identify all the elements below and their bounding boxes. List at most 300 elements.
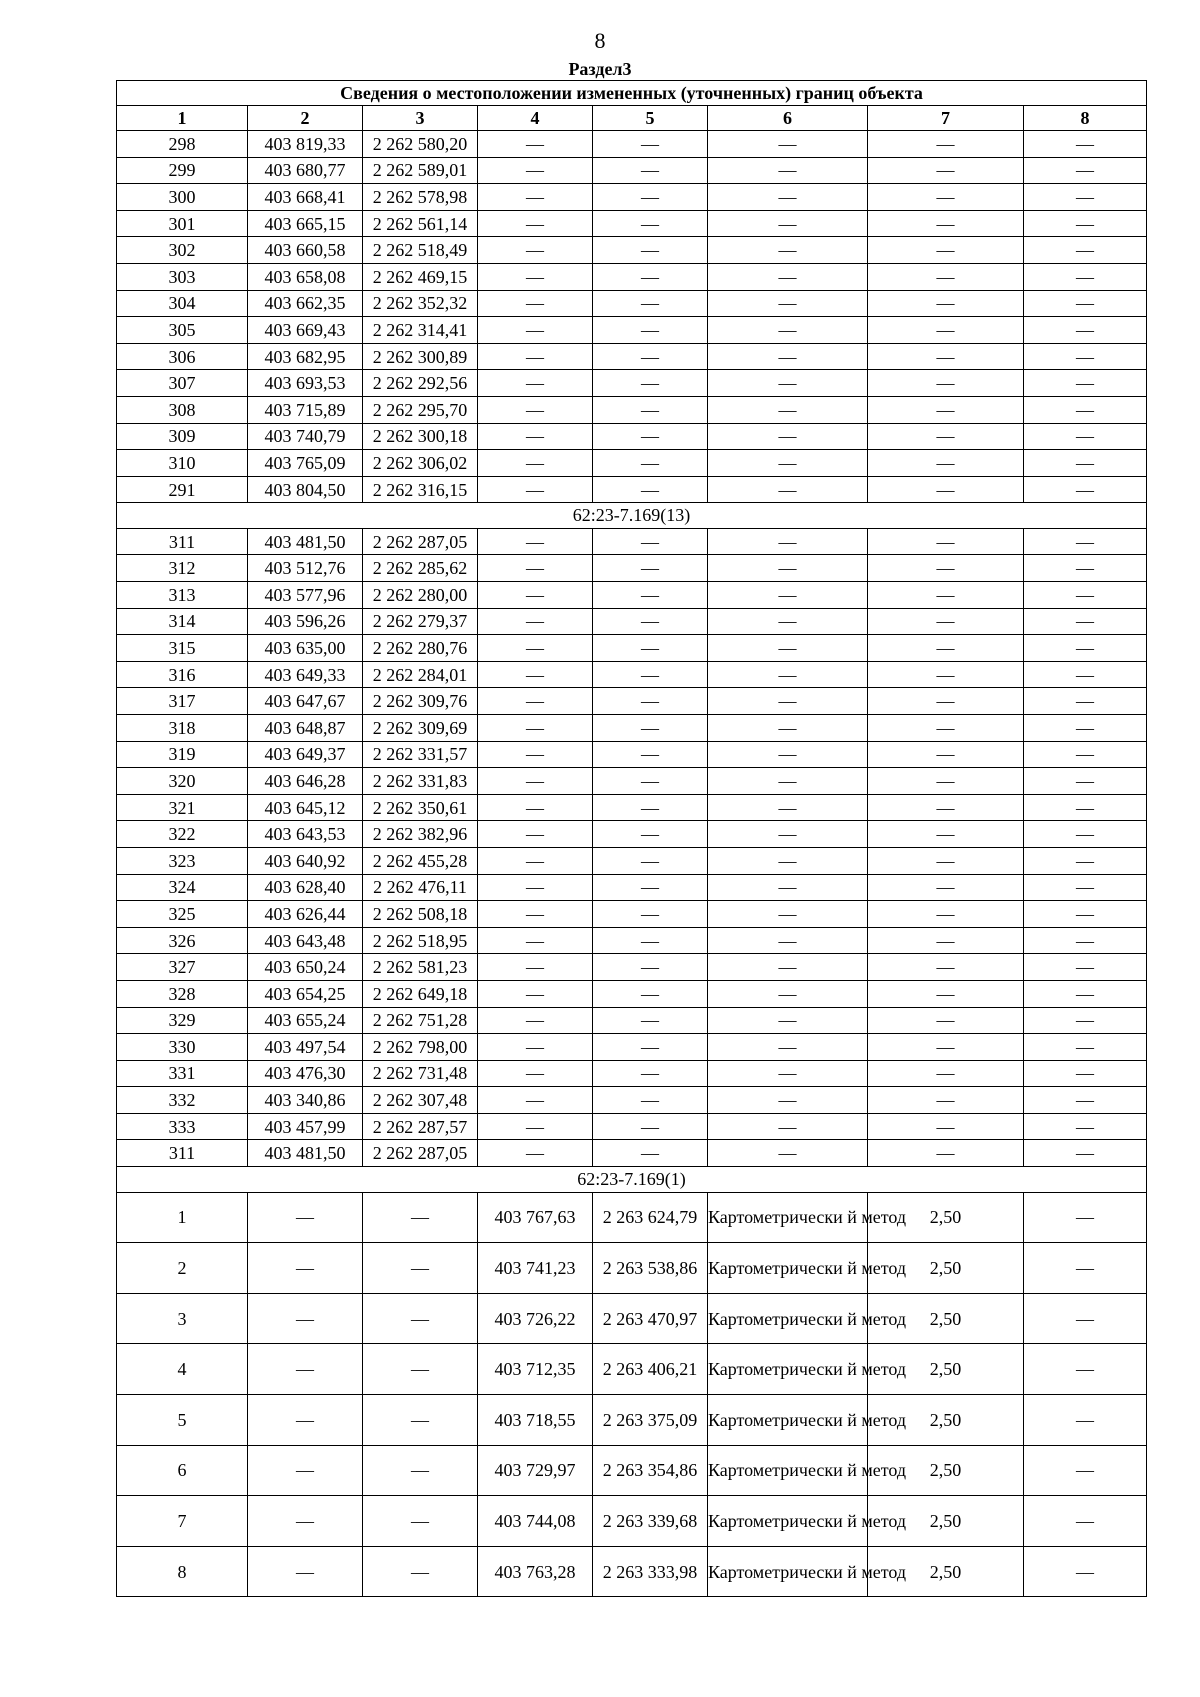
point-number-cell: 7: [117, 1496, 248, 1547]
column-header: 6: [708, 106, 868, 131]
y-coordinate-cell: 2 262 561,14: [363, 210, 478, 237]
empty-dash-cell: —: [1024, 343, 1147, 370]
empty-dash-cell: —: [868, 768, 1024, 795]
empty-dash-cell: —: [593, 476, 708, 503]
empty-dash-cell: —: [593, 847, 708, 874]
point-number-cell: 327: [117, 954, 248, 981]
empty-dash-cell: —: [1024, 608, 1147, 635]
empty-dash-cell: —: [868, 688, 1024, 715]
empty-dash-cell: —: [593, 608, 708, 635]
empty-dash-cell: —: [708, 450, 868, 477]
point-number-cell: 309: [117, 423, 248, 450]
x-coordinate-cell: 403 682,95: [248, 343, 363, 370]
x-coordinate-cell: 403 643,53: [248, 821, 363, 848]
empty-dash-cell: —: [1024, 1496, 1147, 1547]
y-coordinate-cell: 2 262 731,48: [363, 1060, 478, 1087]
empty-dash-cell: —: [868, 396, 1024, 423]
empty-dash-cell: —: [708, 635, 868, 662]
y-coordinate-cell: 2 262 309,69: [363, 714, 478, 741]
point-number-cell: 318: [117, 714, 248, 741]
empty-dash-cell: —: [868, 343, 1024, 370]
table-row: [117, 476, 1147, 503]
empty-dash-cell: —: [868, 714, 1024, 741]
empty-dash-cell: —: [1024, 714, 1147, 741]
point-number-cell: 304: [117, 290, 248, 317]
empty-dash-cell: —: [708, 741, 868, 768]
accuracy-cell: 2,50: [868, 1546, 1024, 1597]
empty-dash-cell: —: [708, 157, 868, 184]
empty-dash-cell: —: [708, 528, 868, 555]
y-coordinate-cell: 2 262 751,28: [363, 1007, 478, 1034]
point-number-cell: 305: [117, 317, 248, 344]
empty-dash-cell: —: [593, 370, 708, 397]
y-coordinate-cell: 2 263 406,21: [593, 1344, 708, 1395]
x-coordinate-cell: 403 635,00: [248, 635, 363, 662]
x-coordinate-cell: 403 650,24: [248, 954, 363, 981]
empty-dash-cell: —: [1024, 927, 1147, 954]
parcel-section-label: 62:23-7.169(1): [117, 1167, 1147, 1193]
empty-dash-cell: —: [593, 741, 708, 768]
point-number-cell: 312: [117, 555, 248, 582]
empty-dash-cell: —: [868, 1060, 1024, 1087]
empty-dash-cell: —: [593, 450, 708, 477]
empty-dash-cell: —: [868, 317, 1024, 344]
y-coordinate-cell: 2 262 279,37: [363, 608, 478, 635]
empty-dash-cell: —: [868, 608, 1024, 635]
empty-dash-cell: —: [478, 1140, 593, 1167]
empty-dash-cell: —: [1024, 157, 1147, 184]
x-coordinate-cell: 403 819,33: [248, 131, 363, 158]
empty-dash-cell: —: [593, 1007, 708, 1034]
empty-dash-cell: —: [1024, 768, 1147, 795]
empty-dash-cell: —: [708, 1034, 868, 1061]
empty-dash-cell: —: [708, 131, 868, 158]
x-coordinate-cell: 403 660,58: [248, 237, 363, 264]
y-coordinate-cell: 2 262 307,48: [363, 1087, 478, 1114]
x-coordinate-cell: 403 476,30: [248, 1060, 363, 1087]
table-row: [117, 528, 1147, 555]
empty-dash-cell: —: [593, 794, 708, 821]
empty-dash-cell: —: [593, 210, 708, 237]
point-number-cell: 322: [117, 821, 248, 848]
point-number-cell: 332: [117, 1087, 248, 1114]
y-coordinate-cell: 2 262 300,18: [363, 423, 478, 450]
empty-dash-cell: —: [478, 954, 593, 981]
empty-dash-cell: —: [478, 528, 593, 555]
empty-dash-cell: —: [1024, 980, 1147, 1007]
y-coordinate-cell: 2 262 798,00: [363, 1034, 478, 1061]
empty-dash-cell: —: [478, 210, 593, 237]
x-coordinate-cell: 403 643,48: [248, 927, 363, 954]
empty-dash-cell: —: [363, 1293, 478, 1344]
empty-dash-cell: —: [1024, 1113, 1147, 1140]
table-row: [117, 317, 1147, 344]
table-row: [117, 184, 1147, 211]
x-coordinate-cell: 403 628,40: [248, 874, 363, 901]
point-number-cell: 320: [117, 768, 248, 795]
method-cell: Картометрически й метод: [708, 1344, 868, 1395]
accuracy-cell: 2,50: [868, 1192, 1024, 1243]
empty-dash-cell: —: [1024, 635, 1147, 662]
y-coordinate-cell: 2 262 316,15: [363, 476, 478, 503]
point-number-cell: 307: [117, 370, 248, 397]
method-cell: Картометрически й метод: [708, 1243, 868, 1294]
empty-dash-cell: —: [593, 131, 708, 158]
x-coordinate-cell: 403 577,96: [248, 582, 363, 609]
empty-dash-cell: —: [708, 661, 868, 688]
method-cell: Картометрически й метод: [708, 1394, 868, 1445]
empty-dash-cell: —: [868, 237, 1024, 264]
x-coordinate-cell: 403 668,41: [248, 184, 363, 211]
point-number-cell: 313: [117, 582, 248, 609]
empty-dash-cell: —: [708, 688, 868, 715]
empty-dash-cell: —: [478, 635, 593, 662]
empty-dash-cell: —: [478, 131, 593, 158]
table-row: [117, 688, 1147, 715]
empty-dash-cell: —: [708, 210, 868, 237]
point-number-cell: 331: [117, 1060, 248, 1087]
empty-dash-cell: —: [478, 1113, 593, 1140]
empty-dash-cell: —: [593, 1087, 708, 1114]
page-number: 8: [594, 28, 606, 53]
empty-dash-cell: —: [478, 821, 593, 848]
empty-dash-cell: —: [478, 741, 593, 768]
empty-dash-cell: —: [868, 450, 1024, 477]
empty-dash-cell: —: [868, 661, 1024, 688]
y-coordinate-cell: 2 262 284,01: [363, 661, 478, 688]
section-row: [117, 503, 1147, 529]
x-coordinate-cell: 403 497,54: [248, 1034, 363, 1061]
x-coordinate-cell: 403 680,77: [248, 157, 363, 184]
x-coordinate-cell: 403 648,87: [248, 714, 363, 741]
empty-dash-cell: —: [868, 1007, 1024, 1034]
empty-dash-cell: —: [593, 980, 708, 1007]
y-coordinate-cell: 2 262 309,76: [363, 688, 478, 715]
column-header: 3: [363, 106, 478, 131]
empty-dash-cell: —: [478, 661, 593, 688]
empty-dash-cell: —: [478, 980, 593, 1007]
y-coordinate-cell: 2 262 287,05: [363, 528, 478, 555]
column-header: 4: [478, 106, 593, 131]
empty-dash-cell: —: [478, 794, 593, 821]
boundary-coordinates-table: [116, 80, 1147, 1597]
empty-dash-cell: —: [248, 1546, 363, 1597]
x-coordinate-cell: 403 647,67: [248, 688, 363, 715]
point-number-cell: 302: [117, 237, 248, 264]
empty-dash-cell: —: [1024, 1060, 1147, 1087]
empty-dash-cell: —: [1024, 263, 1147, 290]
point-number-cell: 6: [117, 1445, 248, 1496]
table-row: [117, 555, 1147, 582]
empty-dash-cell: —: [478, 343, 593, 370]
empty-dash-cell: —: [708, 847, 868, 874]
point-number-cell: 321: [117, 794, 248, 821]
empty-dash-cell: —: [478, 263, 593, 290]
empty-dash-cell: —: [478, 237, 593, 264]
point-number-cell: 333: [117, 1113, 248, 1140]
empty-dash-cell: —: [1024, 290, 1147, 317]
accuracy-cell: 2,50: [868, 1293, 1024, 1344]
empty-dash-cell: —: [593, 901, 708, 928]
empty-dash-cell: —: [868, 528, 1024, 555]
table-row: [117, 1344, 1147, 1395]
empty-dash-cell: —: [868, 954, 1024, 981]
empty-dash-cell: —: [1024, 1546, 1147, 1597]
empty-dash-cell: —: [868, 980, 1024, 1007]
parcel-section-label: 62:23-7.169(13): [117, 503, 1147, 529]
empty-dash-cell: —: [708, 1060, 868, 1087]
empty-dash-cell: —: [868, 847, 1024, 874]
table-row: [117, 263, 1147, 290]
table-row: [117, 370, 1147, 397]
point-number-cell: 328: [117, 980, 248, 1007]
y-coordinate-cell: 2 262 581,23: [363, 954, 478, 981]
empty-dash-cell: —: [708, 1113, 868, 1140]
empty-dash-cell: —: [593, 821, 708, 848]
x-coordinate-cell: 403 729,97: [478, 1445, 593, 1496]
point-number-cell: 301: [117, 210, 248, 237]
x-coordinate-cell: 403 665,15: [248, 210, 363, 237]
point-number-cell: 319: [117, 741, 248, 768]
method-cell: Картометрически й метод: [708, 1293, 868, 1344]
y-coordinate-cell: 2 262 280,00: [363, 582, 478, 609]
empty-dash-cell: —: [478, 927, 593, 954]
x-coordinate-cell: 403 626,44: [248, 901, 363, 928]
x-coordinate-cell: 403 457,99: [248, 1113, 363, 1140]
empty-dash-cell: —: [868, 131, 1024, 158]
x-coordinate-cell: 403 804,50: [248, 476, 363, 503]
empty-dash-cell: —: [708, 1007, 868, 1034]
empty-dash-cell: —: [708, 582, 868, 609]
empty-dash-cell: —: [868, 263, 1024, 290]
point-number-cell: 5: [117, 1394, 248, 1445]
table-row: [117, 768, 1147, 795]
table-row: [117, 1496, 1147, 1547]
x-coordinate-cell: 403 669,43: [248, 317, 363, 344]
empty-dash-cell: —: [708, 794, 868, 821]
empty-dash-cell: —: [363, 1344, 478, 1395]
table-row: [117, 1113, 1147, 1140]
empty-dash-cell: —: [868, 370, 1024, 397]
y-coordinate-cell: 2 262 314,41: [363, 317, 478, 344]
table-row: [117, 157, 1147, 184]
table-row: [117, 1293, 1147, 1344]
empty-dash-cell: —: [1024, 555, 1147, 582]
x-coordinate-cell: 403 649,37: [248, 741, 363, 768]
point-number-cell: 306: [117, 343, 248, 370]
empty-dash-cell: —: [868, 1113, 1024, 1140]
empty-dash-cell: —: [248, 1344, 363, 1395]
x-coordinate-cell: 403 649,33: [248, 661, 363, 688]
table-row: [117, 1060, 1147, 1087]
x-coordinate-cell: 403 763,28: [478, 1546, 593, 1597]
empty-dash-cell: —: [478, 1034, 593, 1061]
empty-dash-cell: —: [1024, 1344, 1147, 1395]
y-coordinate-cell: 2 262 285,62: [363, 555, 478, 582]
point-number-cell: 303: [117, 263, 248, 290]
empty-dash-cell: —: [868, 1087, 1024, 1114]
empty-dash-cell: —: [708, 555, 868, 582]
empty-dash-cell: —: [478, 290, 593, 317]
empty-dash-cell: —: [248, 1293, 363, 1344]
point-number-cell: 324: [117, 874, 248, 901]
empty-dash-cell: —: [708, 237, 868, 264]
empty-dash-cell: —: [1024, 184, 1147, 211]
x-coordinate-cell: 403 481,50: [248, 1140, 363, 1167]
empty-dash-cell: —: [593, 635, 708, 662]
method-cell: Картометрически й метод: [708, 1192, 868, 1243]
empty-dash-cell: —: [478, 396, 593, 423]
column-header: 8: [1024, 106, 1147, 131]
empty-dash-cell: —: [868, 157, 1024, 184]
empty-dash-cell: —: [708, 370, 868, 397]
section-title: Раздел3: [568, 59, 632, 79]
table-row: [117, 1192, 1147, 1243]
empty-dash-cell: —: [1024, 688, 1147, 715]
empty-dash-cell: —: [478, 450, 593, 477]
point-number-cell: 300: [117, 184, 248, 211]
x-coordinate-cell: 403 718,55: [478, 1394, 593, 1445]
empty-dash-cell: —: [478, 608, 593, 635]
table-row: [117, 954, 1147, 981]
empty-dash-cell: —: [708, 184, 868, 211]
x-coordinate-cell: 403 765,09: [248, 450, 363, 477]
empty-dash-cell: —: [478, 847, 593, 874]
y-coordinate-cell: 2 262 476,11: [363, 874, 478, 901]
empty-dash-cell: —: [593, 1140, 708, 1167]
x-coordinate-cell: 403 655,24: [248, 1007, 363, 1034]
y-coordinate-cell: 2 262 300,89: [363, 343, 478, 370]
empty-dash-cell: —: [1024, 794, 1147, 821]
point-number-cell: 311: [117, 1140, 248, 1167]
table-body: [117, 131, 1147, 1597]
empty-dash-cell: —: [593, 688, 708, 715]
empty-dash-cell: —: [478, 1087, 593, 1114]
empty-dash-cell: —: [868, 901, 1024, 928]
empty-dash-cell: —: [708, 290, 868, 317]
point-number-cell: 2: [117, 1243, 248, 1294]
empty-dash-cell: —: [593, 714, 708, 741]
empty-dash-cell: —: [868, 290, 1024, 317]
y-coordinate-cell: 2 262 589,01: [363, 157, 478, 184]
empty-dash-cell: —: [1024, 582, 1147, 609]
table-caption: Сведения о местоположении измененных (уточненных) границ объекта: [117, 81, 1147, 106]
x-coordinate-cell: 403 744,08: [478, 1496, 593, 1547]
empty-dash-cell: —: [1024, 821, 1147, 848]
x-coordinate-cell: 403 712,35: [478, 1344, 593, 1395]
empty-dash-cell: —: [593, 768, 708, 795]
empty-dash-cell: —: [1024, 1087, 1147, 1114]
column-header: 7: [868, 106, 1024, 131]
empty-dash-cell: —: [593, 954, 708, 981]
empty-dash-cell: —: [478, 476, 593, 503]
table-row: [117, 290, 1147, 317]
point-number-cell: 326: [117, 927, 248, 954]
empty-dash-cell: —: [708, 608, 868, 635]
empty-dash-cell: —: [478, 1060, 593, 1087]
empty-dash-cell: —: [868, 741, 1024, 768]
empty-dash-cell: —: [708, 317, 868, 344]
empty-dash-cell: —: [478, 370, 593, 397]
empty-dash-cell: —: [1024, 1293, 1147, 1344]
empty-dash-cell: —: [1024, 1394, 1147, 1445]
empty-dash-cell: —: [1024, 423, 1147, 450]
empty-dash-cell: —: [593, 157, 708, 184]
table-row: [117, 1445, 1147, 1496]
table-row: [117, 1007, 1147, 1034]
empty-dash-cell: —: [478, 1007, 593, 1034]
table-row: [117, 714, 1147, 741]
y-coordinate-cell: 2 263 333,98: [593, 1546, 708, 1597]
y-coordinate-cell: 2 262 469,15: [363, 263, 478, 290]
empty-dash-cell: —: [868, 874, 1024, 901]
y-coordinate-cell: 2 262 518,95: [363, 927, 478, 954]
point-number-cell: 299: [117, 157, 248, 184]
table-row: [117, 1034, 1147, 1061]
point-number-cell: 325: [117, 901, 248, 928]
empty-dash-cell: —: [478, 874, 593, 901]
x-coordinate-cell: 403 512,76: [248, 555, 363, 582]
empty-dash-cell: —: [708, 874, 868, 901]
table-row: [117, 237, 1147, 264]
method-cell: Картометрически й метод: [708, 1496, 868, 1547]
empty-dash-cell: —: [593, 317, 708, 344]
x-coordinate-cell: 403 662,35: [248, 290, 363, 317]
empty-dash-cell: —: [708, 396, 868, 423]
empty-dash-cell: —: [363, 1546, 478, 1597]
table-row: [117, 821, 1147, 848]
empty-dash-cell: —: [593, 555, 708, 582]
x-coordinate-cell: 403 640,92: [248, 847, 363, 874]
empty-dash-cell: —: [478, 555, 593, 582]
empty-dash-cell: —: [868, 794, 1024, 821]
table-row: [117, 1087, 1147, 1114]
point-number-cell: 308: [117, 396, 248, 423]
empty-dash-cell: —: [868, 582, 1024, 609]
empty-dash-cell: —: [593, 874, 708, 901]
table-row: [117, 794, 1147, 821]
x-coordinate-cell: 403 481,50: [248, 528, 363, 555]
empty-dash-cell: —: [248, 1394, 363, 1445]
y-coordinate-cell: 2 262 649,18: [363, 980, 478, 1007]
y-coordinate-cell: 2 262 295,70: [363, 396, 478, 423]
accuracy-cell: 2,50: [868, 1243, 1024, 1294]
empty-dash-cell: —: [478, 688, 593, 715]
empty-dash-cell: —: [478, 582, 593, 609]
empty-dash-cell: —: [708, 343, 868, 370]
y-coordinate-cell: 2 262 578,98: [363, 184, 478, 211]
point-number-cell: 315: [117, 635, 248, 662]
point-number-cell: 329: [117, 1007, 248, 1034]
y-coordinate-cell: 2 262 350,61: [363, 794, 478, 821]
accuracy-cell: 2,50: [868, 1496, 1024, 1547]
empty-dash-cell: —: [1024, 1192, 1147, 1243]
empty-dash-cell: —: [1024, 370, 1147, 397]
y-coordinate-cell: 2 262 306,02: [363, 450, 478, 477]
point-number-cell: 317: [117, 688, 248, 715]
empty-dash-cell: —: [1024, 954, 1147, 981]
column-header: 2: [248, 106, 363, 131]
empty-dash-cell: —: [593, 1060, 708, 1087]
empty-dash-cell: —: [363, 1445, 478, 1496]
table-row: [117, 980, 1147, 1007]
empty-dash-cell: —: [363, 1394, 478, 1445]
empty-dash-cell: —: [868, 1034, 1024, 1061]
empty-dash-cell: —: [478, 768, 593, 795]
point-number-cell: 314: [117, 608, 248, 635]
method-cell: Картометрически й метод: [708, 1546, 868, 1597]
table-row: [117, 1140, 1147, 1167]
